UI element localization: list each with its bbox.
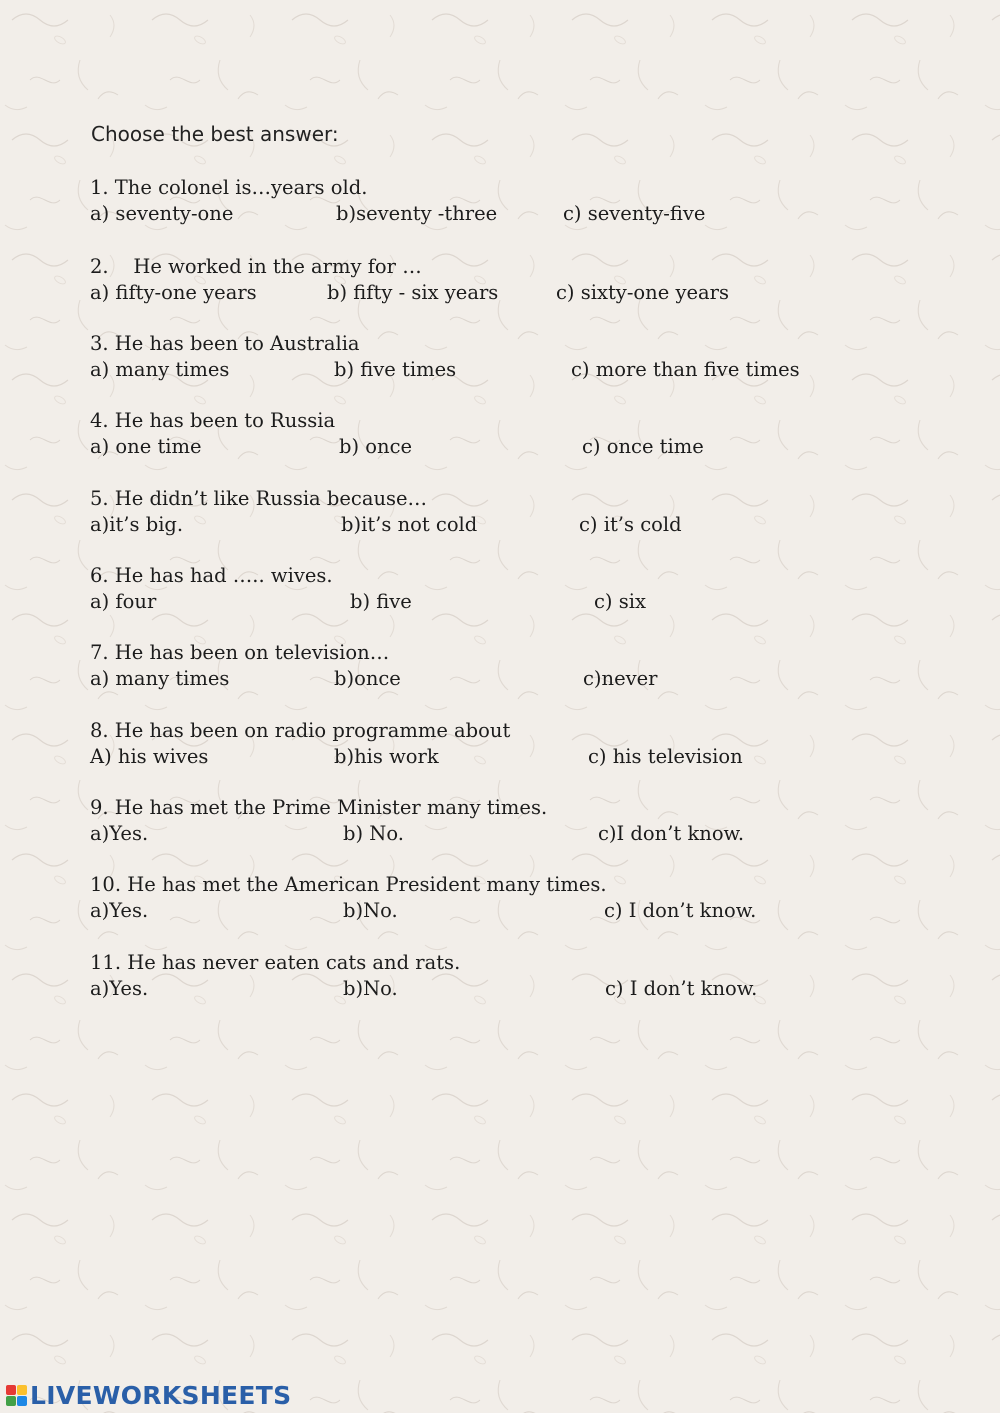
option-c[interactable]: c) more than five times <box>571 358 800 381</box>
question-3 <box>90 331 910 383</box>
logo-icon <box>6 1385 27 1406</box>
liveworksheets-logo[interactable] <box>6 1380 291 1410</box>
option-a[interactable]: a) many times <box>90 358 230 381</box>
option-b[interactable]: b)No. <box>343 977 398 1000</box>
option-b[interactable]: b) five <box>350 590 412 613</box>
answer-options <box>90 201 910 227</box>
option-a[interactable]: a)Yes. <box>90 977 149 1000</box>
question-5 <box>90 486 910 538</box>
question-text: 8. He has been on radio programme about <box>90 719 511 742</box>
question-8 <box>90 718 910 770</box>
question-text: 2. He worked in the army for … <box>90 255 422 278</box>
option-c[interactable]: c) his television <box>588 745 743 768</box>
option-a[interactable]: a) one time <box>90 435 202 458</box>
option-b[interactable]: b) No. <box>343 822 404 845</box>
option-c[interactable]: c) it’s cold <box>579 513 682 536</box>
option-b[interactable]: b) five times <box>334 358 457 381</box>
question-text: 7. He has been on television… <box>90 641 390 664</box>
option-b[interactable]: b)once <box>334 667 401 690</box>
answer-options <box>90 744 910 770</box>
option-a[interactable]: a)it’s big. <box>90 513 184 536</box>
option-b[interactable]: b)No. <box>343 899 398 922</box>
answer-options <box>90 589 910 615</box>
option-a[interactable]: a) four <box>90 590 157 613</box>
question-text: 11. He has never eaten cats and rats. <box>90 951 461 974</box>
answer-options <box>90 434 910 460</box>
instruction-heading: Choose the best answer: <box>91 122 339 146</box>
option-a[interactable]: A) his wives <box>90 745 209 768</box>
option-b[interactable]: b)seventy -three <box>336 202 498 225</box>
logo-square-red <box>6 1385 16 1395</box>
logo-text: LIVEWORKSHEETS <box>30 1380 292 1410</box>
option-b[interactable]: b) fifty - six years <box>327 281 499 304</box>
option-b[interactable]: b)his work <box>334 745 439 768</box>
option-a[interactable]: a) many times <box>90 667 230 690</box>
answer-options <box>90 821 910 847</box>
answer-options <box>90 976 910 1002</box>
option-c[interactable]: c) seventy-five <box>563 202 706 225</box>
question-text: 1. The colonel is…years old. <box>90 176 368 199</box>
option-a[interactable]: a)Yes. <box>90 822 149 845</box>
question-2 <box>90 254 910 306</box>
logo-square-blue <box>17 1396 27 1406</box>
question-10 <box>90 872 910 924</box>
answer-options <box>90 666 910 692</box>
answer-options <box>90 357 910 383</box>
question-4 <box>90 408 910 460</box>
option-a[interactable]: a) seventy-one <box>90 202 234 225</box>
answer-options <box>90 512 910 538</box>
answer-options <box>90 280 910 306</box>
question-text: 10. He has met the American President many times. <box>90 873 607 896</box>
question-11 <box>90 950 910 1002</box>
option-b[interactable]: b) once <box>339 435 413 458</box>
logo-square-green <box>6 1396 16 1406</box>
option-a[interactable]: a)Yes. <box>90 899 149 922</box>
logo-square-yellow <box>17 1385 27 1395</box>
option-c[interactable]: c) six <box>594 590 646 613</box>
question-text: 5. He didn’t like Russia because… <box>90 487 428 510</box>
question-6 <box>90 563 910 615</box>
option-c[interactable]: c) I don’t know. <box>604 899 757 922</box>
option-b[interactable]: b)it’s not cold <box>341 513 478 536</box>
option-c[interactable]: c) sixty-one years <box>556 281 729 304</box>
option-c[interactable]: c) once time <box>582 435 704 458</box>
option-c[interactable]: c)I don’t know. <box>598 822 745 845</box>
question-text: 6. He has had ….. wives. <box>90 564 333 587</box>
question-text: 3. He has been to Australia <box>90 332 360 355</box>
option-a[interactable]: a) fifty-one years <box>90 281 257 304</box>
question-1 <box>90 175 910 227</box>
question-7 <box>90 640 910 692</box>
question-9 <box>90 795 910 847</box>
question-text: 4. He has been to Russia <box>90 409 336 432</box>
option-c[interactable]: c) I don’t know. <box>605 977 758 1000</box>
option-c[interactable]: c)never <box>583 667 658 690</box>
answer-options <box>90 898 910 924</box>
question-text: 9. He has met the Prime Minister many times. <box>90 796 548 819</box>
